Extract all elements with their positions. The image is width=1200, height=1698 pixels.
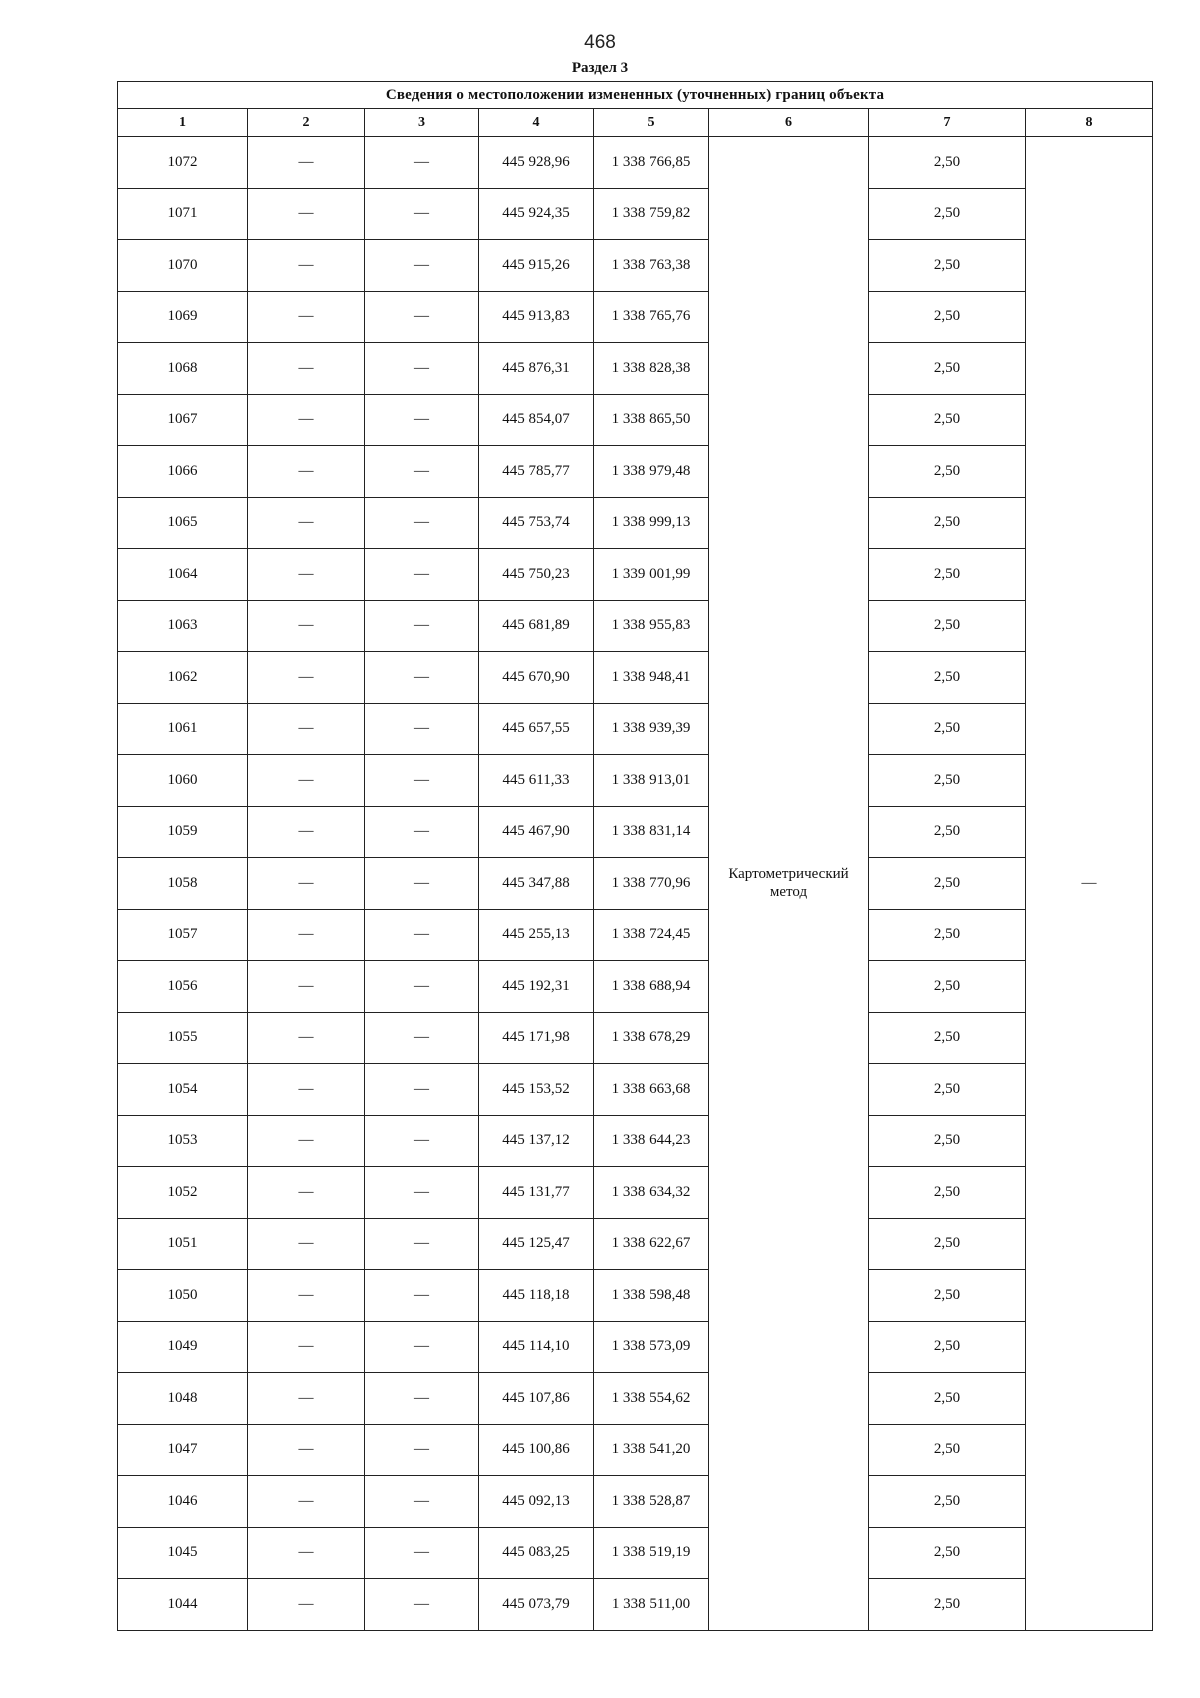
col3-cell: —	[365, 1476, 479, 1528]
col2-cell: —	[248, 1424, 365, 1476]
method-cell: Картометрический метод	[709, 137, 869, 1631]
accuracy-cell: 2,50	[869, 858, 1026, 910]
x-coordinate-cell: 445 924,35	[479, 188, 594, 240]
col2-cell: —	[248, 446, 365, 498]
col2-cell: —	[248, 652, 365, 704]
table-row	[118, 1373, 1153, 1425]
col3-cell: —	[365, 446, 479, 498]
point-id-cell: 1066	[118, 446, 248, 498]
accuracy-cell: 2,50	[869, 1064, 1026, 1116]
table-row	[118, 1270, 1153, 1322]
accuracy-cell: 2,50	[869, 1012, 1026, 1064]
y-coordinate-cell: 1 338 554,62	[594, 1373, 709, 1425]
x-coordinate-cell: 445 073,79	[479, 1579, 594, 1631]
point-id-cell: 1065	[118, 497, 248, 549]
col3-cell: —	[365, 1012, 479, 1064]
col2-cell: —	[248, 1527, 365, 1579]
accuracy-cell: 2,50	[869, 240, 1026, 292]
col2-cell: —	[248, 1167, 365, 1219]
point-id-cell: 1050	[118, 1270, 248, 1322]
point-id-cell: 1046	[118, 1476, 248, 1528]
x-coordinate-cell: 445 100,86	[479, 1424, 594, 1476]
y-coordinate-cell: 1 338 644,23	[594, 1115, 709, 1167]
table-row	[118, 806, 1153, 858]
col2-cell: —	[248, 188, 365, 240]
accuracy-cell: 2,50	[869, 549, 1026, 601]
col2-cell: —	[248, 240, 365, 292]
point-id-cell: 1072	[118, 137, 248, 189]
y-coordinate-cell: 1 338 519,19	[594, 1527, 709, 1579]
point-id-cell: 1058	[118, 858, 248, 910]
accuracy-cell: 2,50	[869, 703, 1026, 755]
table-row	[118, 652, 1153, 704]
table-row	[118, 549, 1153, 601]
col3-cell: —	[365, 755, 479, 807]
col2-cell: —	[248, 1373, 365, 1425]
table-row	[118, 1321, 1153, 1373]
x-coordinate-cell: 445 118,18	[479, 1270, 594, 1322]
col2-cell: —	[248, 343, 365, 395]
col3-cell: —	[365, 1270, 479, 1322]
table-row	[118, 240, 1153, 292]
col2-cell: —	[248, 1476, 365, 1528]
table-body	[118, 137, 1153, 1631]
accuracy-cell: 2,50	[869, 1527, 1026, 1579]
table-row	[118, 1424, 1153, 1476]
table-row	[118, 1012, 1153, 1064]
y-coordinate-cell: 1 338 598,48	[594, 1270, 709, 1322]
accuracy-cell: 2,50	[869, 394, 1026, 446]
col3-cell: —	[365, 1167, 479, 1219]
x-coordinate-cell: 445 657,55	[479, 703, 594, 755]
point-id-cell: 1061	[118, 703, 248, 755]
col8-cell: —	[1026, 137, 1153, 1631]
col3-cell: —	[365, 652, 479, 704]
accuracy-cell: 2,50	[869, 188, 1026, 240]
col3-cell: —	[365, 1218, 479, 1270]
col2-cell: —	[248, 600, 365, 652]
accuracy-cell: 2,50	[869, 291, 1026, 343]
point-id-cell: 1069	[118, 291, 248, 343]
y-coordinate-cell: 1 338 678,29	[594, 1012, 709, 1064]
y-coordinate-cell: 1 338 541,20	[594, 1424, 709, 1476]
table-row	[118, 446, 1153, 498]
accuracy-cell: 2,50	[869, 1270, 1026, 1322]
table-row	[118, 755, 1153, 807]
y-coordinate-cell: 1 338 573,09	[594, 1321, 709, 1373]
x-coordinate-cell: 445 750,23	[479, 549, 594, 601]
col3-cell: —	[365, 549, 479, 601]
accuracy-cell: 2,50	[869, 909, 1026, 961]
point-id-cell: 1052	[118, 1167, 248, 1219]
x-coordinate-cell: 445 153,52	[479, 1064, 594, 1116]
column-number-7: 7	[869, 109, 1026, 137]
x-coordinate-cell: 445 915,26	[479, 240, 594, 292]
accuracy-cell: 2,50	[869, 806, 1026, 858]
accuracy-cell: 2,50	[869, 1579, 1026, 1631]
table-row	[118, 1218, 1153, 1270]
point-id-cell: 1048	[118, 1373, 248, 1425]
col3-cell: —	[365, 909, 479, 961]
col2-cell: —	[248, 1321, 365, 1373]
table-row	[118, 858, 1153, 910]
col3-cell: —	[365, 240, 479, 292]
col3-cell: —	[365, 1527, 479, 1579]
point-id-cell: 1067	[118, 394, 248, 446]
x-coordinate-cell: 445 876,31	[479, 343, 594, 395]
table-row	[118, 909, 1153, 961]
point-id-cell: 1053	[118, 1115, 248, 1167]
col2-cell: —	[248, 703, 365, 755]
y-coordinate-cell: 1 338 999,13	[594, 497, 709, 549]
col3-cell: —	[365, 600, 479, 652]
table-row	[118, 137, 1153, 189]
column-number-row	[118, 109, 1153, 137]
col3-cell: —	[365, 188, 479, 240]
accuracy-cell: 2,50	[869, 1424, 1026, 1476]
x-coordinate-cell: 445 854,07	[479, 394, 594, 446]
caption-row	[118, 82, 1153, 109]
accuracy-cell: 2,50	[869, 1218, 1026, 1270]
column-number-4: 4	[479, 109, 594, 137]
y-coordinate-cell: 1 338 763,38	[594, 240, 709, 292]
col3-cell: —	[365, 858, 479, 910]
accuracy-cell: 2,50	[869, 1321, 1026, 1373]
point-id-cell: 1057	[118, 909, 248, 961]
point-id-cell: 1060	[118, 755, 248, 807]
col3-cell: —	[365, 1321, 479, 1373]
x-coordinate-cell: 445 107,86	[479, 1373, 594, 1425]
col2-cell: —	[248, 961, 365, 1013]
point-id-cell: 1047	[118, 1424, 248, 1476]
point-id-cell: 1045	[118, 1527, 248, 1579]
table-row	[118, 961, 1153, 1013]
column-number-5: 5	[594, 109, 709, 137]
section-title: Раздел 3	[571, 60, 629, 76]
y-coordinate-cell: 1 338 765,76	[594, 291, 709, 343]
point-id-cell: 1071	[118, 188, 248, 240]
accuracy-cell: 2,50	[869, 1167, 1026, 1219]
point-id-cell: 1068	[118, 343, 248, 395]
boundary-table	[117, 81, 1153, 1631]
x-coordinate-cell: 445 137,12	[479, 1115, 594, 1167]
col3-cell: —	[365, 291, 479, 343]
col3-cell: —	[365, 703, 479, 755]
col3-cell: —	[365, 343, 479, 395]
col2-cell: —	[248, 549, 365, 601]
y-coordinate-cell: 1 338 663,68	[594, 1064, 709, 1116]
col2-cell: —	[248, 806, 365, 858]
col2-cell: —	[248, 137, 365, 189]
table-caption: Сведения о местоположении измененных (уточненных) границ объекта	[118, 82, 1153, 109]
table-row	[118, 703, 1153, 755]
y-coordinate-cell: 1 338 865,50	[594, 394, 709, 446]
y-coordinate-cell: 1 338 724,45	[594, 909, 709, 961]
point-id-cell: 1056	[118, 961, 248, 1013]
col3-cell: —	[365, 394, 479, 446]
x-coordinate-cell: 445 125,47	[479, 1218, 594, 1270]
table-row	[118, 1115, 1153, 1167]
x-coordinate-cell: 445 114,10	[479, 1321, 594, 1373]
y-coordinate-cell: 1 338 948,41	[594, 652, 709, 704]
table-row	[118, 1527, 1153, 1579]
col2-cell: —	[248, 291, 365, 343]
point-id-cell: 1064	[118, 549, 248, 601]
x-coordinate-cell: 445 753,74	[479, 497, 594, 549]
accuracy-cell: 2,50	[869, 446, 1026, 498]
y-coordinate-cell: 1 338 622,67	[594, 1218, 709, 1270]
col2-cell: —	[248, 1218, 365, 1270]
col3-cell: —	[365, 1424, 479, 1476]
page-number: 468	[584, 32, 616, 53]
col3-cell: —	[365, 1373, 479, 1425]
y-coordinate-cell: 1 338 634,32	[594, 1167, 709, 1219]
col2-cell: —	[248, 1064, 365, 1116]
y-coordinate-cell: 1 338 528,87	[594, 1476, 709, 1528]
table-row	[118, 1064, 1153, 1116]
y-coordinate-cell: 1 338 939,39	[594, 703, 709, 755]
x-coordinate-cell: 445 681,89	[479, 600, 594, 652]
y-coordinate-cell: 1 339 001,99	[594, 549, 709, 601]
table-row	[118, 497, 1153, 549]
col2-cell: —	[248, 1579, 365, 1631]
col3-cell: —	[365, 1064, 479, 1116]
y-coordinate-cell: 1 338 511,00	[594, 1579, 709, 1631]
x-coordinate-cell: 445 131,77	[479, 1167, 594, 1219]
col2-cell: —	[248, 1115, 365, 1167]
accuracy-cell: 2,50	[869, 1476, 1026, 1528]
x-coordinate-cell: 445 347,88	[479, 858, 594, 910]
col3-cell: —	[365, 806, 479, 858]
column-number-6: 6	[709, 109, 869, 137]
table-row	[118, 343, 1153, 395]
x-coordinate-cell: 445 192,31	[479, 961, 594, 1013]
accuracy-cell: 2,50	[869, 497, 1026, 549]
y-coordinate-cell: 1 338 913,01	[594, 755, 709, 807]
y-coordinate-cell: 1 338 831,14	[594, 806, 709, 858]
x-coordinate-cell: 445 670,90	[479, 652, 594, 704]
point-id-cell: 1054	[118, 1064, 248, 1116]
x-coordinate-cell: 445 083,25	[479, 1527, 594, 1579]
y-coordinate-cell: 1 338 688,94	[594, 961, 709, 1013]
accuracy-cell: 2,50	[869, 1115, 1026, 1167]
col3-cell: —	[365, 137, 479, 189]
point-id-cell: 1051	[118, 1218, 248, 1270]
accuracy-cell: 2,50	[869, 600, 1026, 652]
x-coordinate-cell: 445 785,77	[479, 446, 594, 498]
column-number-2: 2	[248, 109, 365, 137]
point-id-cell: 1055	[118, 1012, 248, 1064]
col2-cell: —	[248, 858, 365, 910]
y-coordinate-cell: 1 338 828,38	[594, 343, 709, 395]
table-row	[118, 394, 1153, 446]
col3-cell: —	[365, 497, 479, 549]
point-id-cell: 1049	[118, 1321, 248, 1373]
point-id-cell: 1063	[118, 600, 248, 652]
col2-cell: —	[248, 1270, 365, 1322]
col2-cell: —	[248, 497, 365, 549]
x-coordinate-cell: 445 255,13	[479, 909, 594, 961]
table-row	[118, 600, 1153, 652]
accuracy-cell: 2,50	[869, 137, 1026, 189]
y-coordinate-cell: 1 338 955,83	[594, 600, 709, 652]
accuracy-cell: 2,50	[869, 343, 1026, 395]
x-coordinate-cell: 445 913,83	[479, 291, 594, 343]
point-id-cell: 1062	[118, 652, 248, 704]
col2-cell: —	[248, 909, 365, 961]
col3-cell: —	[365, 1115, 479, 1167]
x-coordinate-cell: 445 928,96	[479, 137, 594, 189]
accuracy-cell: 2,50	[869, 652, 1026, 704]
table-row	[118, 188, 1153, 240]
x-coordinate-cell: 445 467,90	[479, 806, 594, 858]
table-row	[118, 291, 1153, 343]
col2-cell: —	[248, 755, 365, 807]
y-coordinate-cell: 1 338 770,96	[594, 858, 709, 910]
col3-cell: —	[365, 961, 479, 1013]
x-coordinate-cell: 445 171,98	[479, 1012, 594, 1064]
point-id-cell: 1059	[118, 806, 248, 858]
y-coordinate-cell: 1 338 979,48	[594, 446, 709, 498]
accuracy-cell: 2,50	[869, 1373, 1026, 1425]
table-row	[118, 1167, 1153, 1219]
column-number-1: 1	[118, 109, 248, 137]
column-number-3: 3	[365, 109, 479, 137]
accuracy-cell: 2,50	[869, 961, 1026, 1013]
point-id-cell: 1044	[118, 1579, 248, 1631]
y-coordinate-cell: 1 338 759,82	[594, 188, 709, 240]
table-row	[118, 1579, 1153, 1631]
x-coordinate-cell: 445 092,13	[479, 1476, 594, 1528]
accuracy-cell: 2,50	[869, 755, 1026, 807]
point-id-cell: 1070	[118, 240, 248, 292]
x-coordinate-cell: 445 611,33	[479, 755, 594, 807]
table-row	[118, 1476, 1153, 1528]
col2-cell: —	[248, 394, 365, 446]
y-coordinate-cell: 1 338 766,85	[594, 137, 709, 189]
column-number-8: 8	[1026, 109, 1153, 137]
col3-cell: —	[365, 1579, 479, 1631]
col2-cell: —	[248, 1012, 365, 1064]
